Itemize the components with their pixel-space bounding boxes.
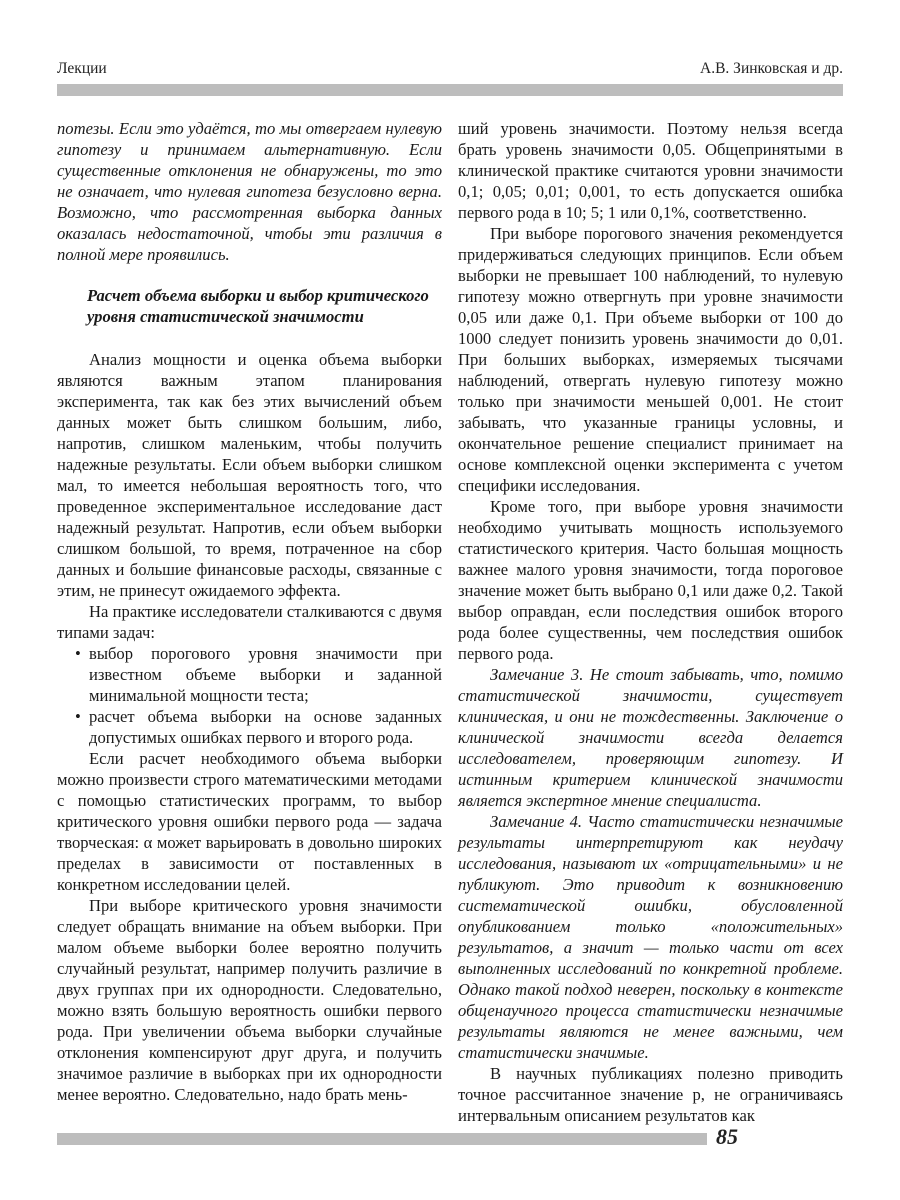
right-column	[458, 118, 843, 1126]
footer-rule	[57, 1133, 707, 1145]
running-head-authors: А.В. Зинковская и др.	[700, 60, 843, 77]
header-rule	[57, 84, 843, 96]
left-column	[57, 118, 442, 1105]
paragraph: На практике исследователи сталкиваются с двумя типами задач:	[57, 602, 442, 642]
paragraph: потезы. Если это удаётся, то мы отвергаем нулевую гипотезу и принимаем альтернативную. Если существенные отклонения не обнаружены, то это не означает, что нулевая гипотеза безусловно верна. Возможно, что рассмотренная выборка данных оказалась недостаточной, чтобы эти различия в полной мере проявились.	[57, 119, 442, 264]
note-paragraph: Замечание 3. Не стоит забывать, что, помимо статистической значимости, существует клиническая, и они не тождественны. Заключение о клинической значимости всегда делается исследователем, проверяющим гипотезу. И истинным критерием клинической значимости является экспертное мнение специалиста.	[458, 665, 843, 810]
note-paragraph: Замечание 4. Часто статистически незначимые результаты интерпретируют как неудачу исследования, называют их «отрицательными» и не публикуют. Это приводит к возникновению систематической ошибки, обусловленной опубликованием только «положительных» результатов, а значит — только части от всех выполненных исследований по конкретной проблеме. Однако такой подход неверен, поскольку в контексте общенаучного процесса статистически незначимые результаты являются не менее важными, чем статистически значимые.	[458, 812, 843, 1062]
paragraph: Кроме того, при выборе уровня значимости необходимо учитывать мощность используемого статистического критерия. Часто большая мощность важнее малого уровня значимости, тогда пороговое значение может быть выбрано 0,1 или даже 0,2. Такой выбор оправдан, если последствия ошибок второго рода более существенны, чем последствия ошибок первого рода.	[458, 497, 843, 663]
section-heading: Расчет объема выборки и выбор критического уровня статистической значимости	[87, 286, 429, 326]
bullet-list	[57, 643, 442, 748]
paragraph: В научных публикациях полезно приводить точное рассчитанное значение p, не ограничиваясь интервальным описанием результатов как	[458, 1064, 843, 1125]
paragraph: При выборе критического уровня значимости следует обращать внимание на объем выборки. При малом объеме выборки более вероятно получить случайный результат, например получить различие в двух группах при их однородности. Следовательно, можно взять большую вероятность ошибки первого рода. При увеличении объема выборки случайные отклонения компенсируют друг друга, и получить значимое различие в выборках при их однородности менее вероятно. Следовательно, надо брать мень-	[57, 896, 442, 1104]
page-number: 85	[716, 1124, 738, 1149]
running-head	[57, 60, 843, 84]
paragraph: При выборе порогового значения рекомендуется придерживаться следующих принципов. Если объем выборки не превышает 100 наблюдений, то нулевую гипотезу можно отвергнуть при уровне значимости 0,05 или даже 0,1. При объеме выборки от 100 до 1000 следует понизить уровень значимости до 0,01. При больших выборках, измеряемых тысячами наблюдений, отвергать нулевую гипотезу можно только при значимости меньшей 0,001. Не стоит забывать, что указанные границы условны, и окончательное решение специалист принимает на основе комплексной оценки эксперимента с учетом специфики исследования.	[458, 224, 843, 495]
paragraph: Если расчет необходимого объема выборки можно произвести строго математическими методами с помощью статистических программ, то выбор критического уровня ошибки первого рода — задача творческая: α может варьировать в довольно широких пределах в зависимости от поставленных в конкретном исследовании целей.	[57, 749, 442, 894]
list-item: • выбор порогового уровня значимости при известном объеме выборки и заданной минимальной мощности теста;	[57, 643, 442, 706]
paragraph: Анализ мощности и оценка объема выборки являются важным этапом планирования эксперимента, так как без этих вычислений объем данных может быть слишком большим, либо, напротив, слишком маленьким, чтобы получить надежные результаты. Если объем выборки слишком мал, то имеется небольшая вероятность того, что проведенное экспериментальное исследование даст надежный результат. Напротив, если объем выборки слишком большой, то время, потраченное на сбор данных и большие финансовые расходы, связанные с этим, не принесут ожидаемого эффекта.	[57, 350, 442, 600]
paragraph: ший уровень значимости. Поэтому нельзя всегда брать уровень значимости 0,05. Общепринятыми в клинической практике считаются уровни значимости 0,1; 0,05; 0,01; 0,001, то есть допускается ошибка первого рода в 10; 5; 1 или 0,1%, соответственно.	[458, 119, 843, 222]
list-item: • расчет объема выборки на основе заданных допустимых ошибках первого и второго рода.	[57, 706, 442, 748]
running-head-section: Лекции	[57, 60, 107, 77]
